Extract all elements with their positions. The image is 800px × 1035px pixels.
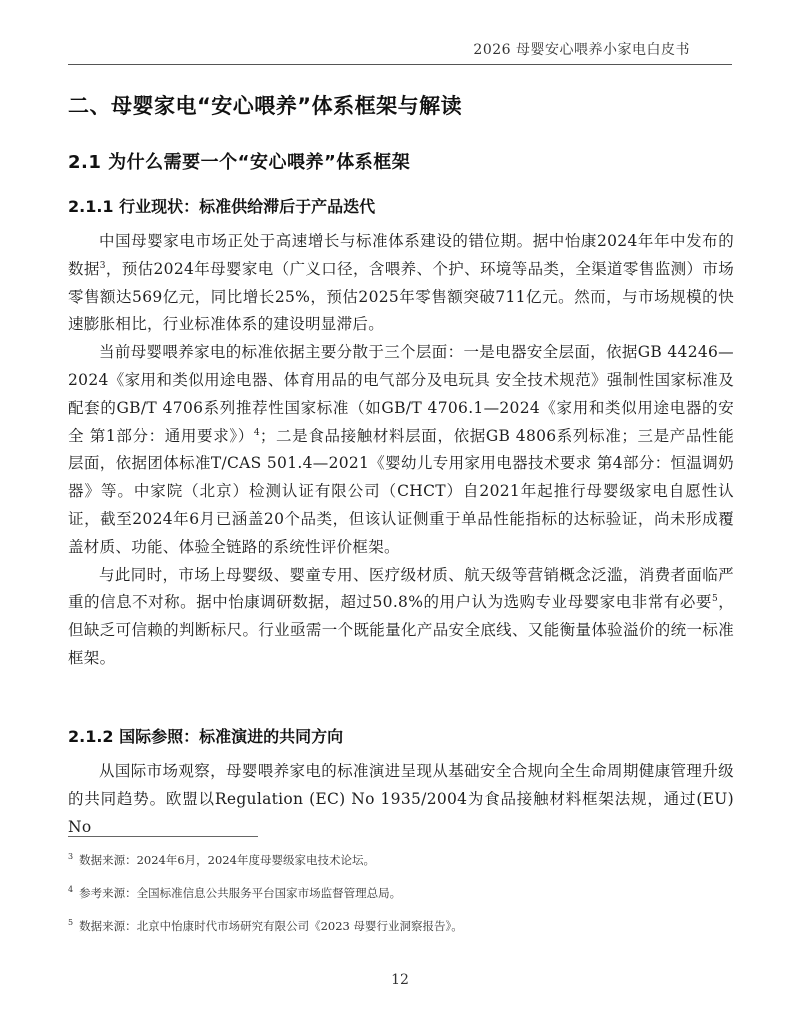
header-title: 2026 母婴安心喂养小家电白皮书 bbox=[473, 42, 690, 58]
paragraph-text: 当前母婴喂养家电的标准依据主要分散于三个层面：一是电器安全层面，依据GB 44246—2024《家用和类似用途电器、体育用品的电气部分及电玩具 安全技术规范》强制性国家标准及配套的GB/T 4706系列推荐性国家标准（如GB/T 4706.1—2024《家用和类似用途电器的安全 第1部分：通用要求》） bbox=[68, 343, 734, 445]
footnote-ref: 4 bbox=[253, 427, 260, 438]
footnote-mark: 3 bbox=[68, 852, 74, 861]
subsection-2-1-2-body bbox=[68, 758, 734, 841]
paragraph bbox=[68, 562, 734, 673]
footnote-item bbox=[68, 916, 734, 933]
footnote-text: 数据来源：2024年6月，2024年度母婴级家电技术论坛。 bbox=[79, 852, 375, 867]
paragraph bbox=[68, 339, 734, 561]
subsection-2-1-1-title: 2.1.1 行业现状：标准供给滞后于产品迭代 bbox=[68, 197, 376, 216]
paragraph-text-cont: ，但缺乏可信赖的判断标尺。行业亟需一个既能量化产品安全底线、又能衡量体验溢价的统一标准框架。 bbox=[68, 593, 734, 667]
subsection-2-1-1-body bbox=[68, 228, 734, 673]
paragraph bbox=[68, 758, 734, 841]
section-title: 二、母婴家电“安心喂养”体系框架与解读 bbox=[68, 94, 463, 118]
footnote-mark: 5 bbox=[68, 917, 74, 927]
footnote-item bbox=[68, 883, 734, 900]
footnote-divider bbox=[68, 836, 258, 837]
subsection-2-1-2-title: 2.1.2 国际参照：标准演进的共同方向 bbox=[68, 727, 344, 746]
paragraph-text-cont: ；二是食品接触材料层面，依据GB 4806系列标准；三是产品性能层面，依据团体标准T/CAS 501.4—2021《婴幼儿专用家用电器技术要求 第4部分：恒温调奶器》等。中家院（北京）检测认证有限公司（CHCT）自2021年起推行母婴级家电自愿性认证，截至2024年6月已涵盖20个品类，但该认证侧重于单品性能指标的达标验证，尚未形成覆盖材质、功能、体验全链路的系统性评价框架。 bbox=[68, 426, 734, 556]
paragraph-text: 从国际市场观察，母婴喂养家电的标准演进呈现从基础安全合规向全生命周期健康管理升级的共同趋势。欧盟以Regulation (EC) No 1935/2004为食品接触材料框架法规，通过(EU) No bbox=[68, 762, 734, 836]
subsection-title: 2.1 为什么需要一个“安心喂养”体系框架 bbox=[68, 152, 411, 173]
footnotes bbox=[68, 850, 734, 948]
page-number: 12 bbox=[391, 972, 409, 988]
paragraph-text-cont: ，预估2024年母婴家电（广义口径，含喂养、个护、环境等品类，全渠道零售监测）市场零售额达569亿元，同比增长25%，预估2025年零售额突破711亿元。然而，与市场规模的快速膨胀相比，行业标准体系的建设明显滞后。 bbox=[68, 259, 734, 334]
paragraph-text: 与此同时，市场上母婴级、婴童专用、医疗级材质、航天级等营销概念泛滥，消费者面临严重的信息不对称。据中怡康调研数据，超过50.8%的用户认为选购专业母婴家电非常有必要 bbox=[68, 565, 734, 612]
footnote-text: 数据来源：北京中怡康时代市场研究有限公司《2023 母婴行业洞察报告》。 bbox=[79, 918, 463, 933]
footnote-ref: 3 bbox=[99, 260, 106, 271]
footnote-text: 参考来源：全国标准信息公共服务平台国家市场监督管理总局。 bbox=[79, 885, 402, 900]
footnote-mark: 4 bbox=[68, 884, 74, 894]
footnote-ref: 5 bbox=[711, 594, 718, 605]
header-divider bbox=[68, 64, 732, 65]
paragraph-text: 中国母婴家电市场正处于高速增长与标准体系建设的错位期。据中怡康2024年年中发布的数据 bbox=[68, 232, 734, 278]
footnote-item bbox=[68, 850, 734, 867]
paragraph bbox=[68, 228, 734, 339]
